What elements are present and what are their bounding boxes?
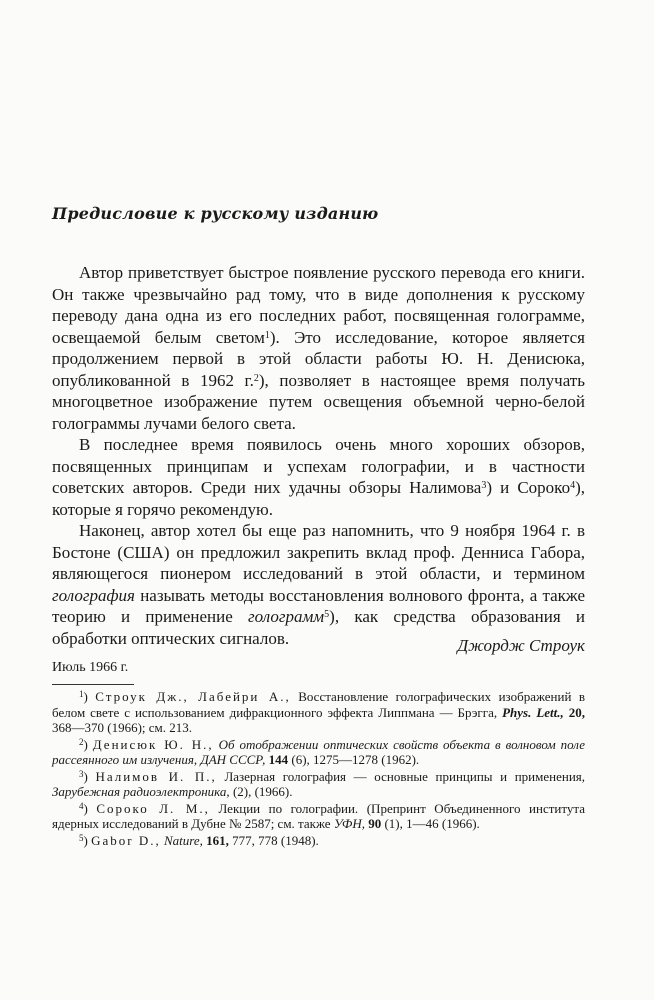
preface-body xyxy=(52,262,585,649)
footnote-ref: 3 xyxy=(481,480,487,491)
footnote-volume: 90 xyxy=(368,816,382,831)
footnote-volume: 161, xyxy=(206,832,229,848)
preface-heading: Предисловие к русскому изданию xyxy=(52,204,379,223)
footnote-ref: 4 xyxy=(570,480,576,491)
footnote-journal: Nature, xyxy=(163,832,203,848)
footnote-journal: ДАН СССР, xyxy=(200,752,266,767)
term-holograms: голограмм xyxy=(248,607,325,626)
footnote-journal: Зарубежная радиоэлектроника, xyxy=(52,784,230,799)
footnote-4: $^4$) Сороко Л. М., Лекции по голографии. (Препринт Объединенного института ядерных исследований в Дубне № 2587; см. также УФН, 90 (1), 1—46 (1966). xyxy=(52,800,586,831)
preface-date: Июль 1966 г. xyxy=(52,660,129,675)
footnote-number: 1 xyxy=(79,689,84,699)
footnote-2: $^2$) Денисюк Ю. Н., Об отображении оптических свойств объекта в волновом поле рассеянного им излучения, ДАН СССР, 144 (6), 1275—1278 (1962). xyxy=(52,736,586,767)
term-holography: голография xyxy=(52,585,135,605)
footnote-volume: 144 xyxy=(268,752,289,767)
footnote-journal: Phys. Lett., xyxy=(502,704,564,720)
footnote-title: Об отображении оптических свойств объекта в волновом поле рассеянного им излучения, xyxy=(52,736,586,767)
footnotes xyxy=(52,689,585,849)
footnote-1: $^1$) Строук Дж., Лабейри А., Восстановление голографических изображений в белом свете с использованием дифракционного эффекта Липпмана — Брэгга, Phys. Lett., 20, 368—370 (1966); см. 213. xyxy=(52,689,585,735)
footnote-ref: 5 xyxy=(324,609,330,620)
paragraph-2: В последнее время появилось очень много хороших обзоров, посвященных принципам и успехам голографии, и в частности советских авторов. Среди них удачны обзоры Налимова$^3$) и Сороко$^4$), которые я горячо рекомендую. xyxy=(52,435,585,519)
footnote-journal: УФН, xyxy=(333,816,365,831)
footnote-author: Сороко Л. М., xyxy=(96,800,210,816)
footnote-author: Налимов И. П., xyxy=(95,768,217,784)
footnote-3: $^3$) Налимов И. П., Лазерная голография — основные принципы и применения, Зарубежная радиоэлектроника, (2), (1966). xyxy=(52,768,586,799)
footnote-author: Строук Дж., Лабейри А., xyxy=(95,689,291,704)
footnote-5: $^5$) Gabor D., Nature, 161, 777, 778 (1948). xyxy=(79,832,319,848)
footnote-number: 5 xyxy=(79,832,84,843)
footnote-number: 2 xyxy=(79,736,84,747)
footnote-ref: 1 xyxy=(264,329,270,341)
footnote-author: Денисюк Ю. Н., xyxy=(92,736,214,752)
footnote-number: 4 xyxy=(79,800,84,811)
paragraph-1: Автор приветствует быстрое появление русского перевода его книги. Он также чрезвычайно рад тому, что в виде дополнения к русскому переводу дана одна из его последних работ, посвященная голограмме, освещаемой белым светом$^1$). Это исследование, которое является продолжением первой в этой области работы Ю. Н. Денисюка, опубликованной в 1962 г.$^2$), позволяет в настоящее время получать многоцветное изображение путем освещения объемной черно-белой голограммы лучами белого света. xyxy=(52,263,585,433)
footnote-author: Gabor D., xyxy=(91,832,161,848)
footnote-volume: 20, xyxy=(568,704,585,720)
author-signature: Джордж Строук xyxy=(457,636,585,655)
footnote-number: 3 xyxy=(79,768,84,779)
paragraph-3: Наконец, автор хотел бы еще раз напомнить, что 9 ноября 1964 г. в Бостоне (США) он предложил закрепить вклад проф. Денниса Габора, являющегося пионером исследований в этой области, и термином голография называть методы восстановления волнового фронта, а также теорию и применение голограмм$^5$), как средства образования и обработки оптических сигналов. xyxy=(52,521,585,648)
footnote-ref: 2 xyxy=(253,372,259,384)
footnote-divider xyxy=(52,684,134,685)
